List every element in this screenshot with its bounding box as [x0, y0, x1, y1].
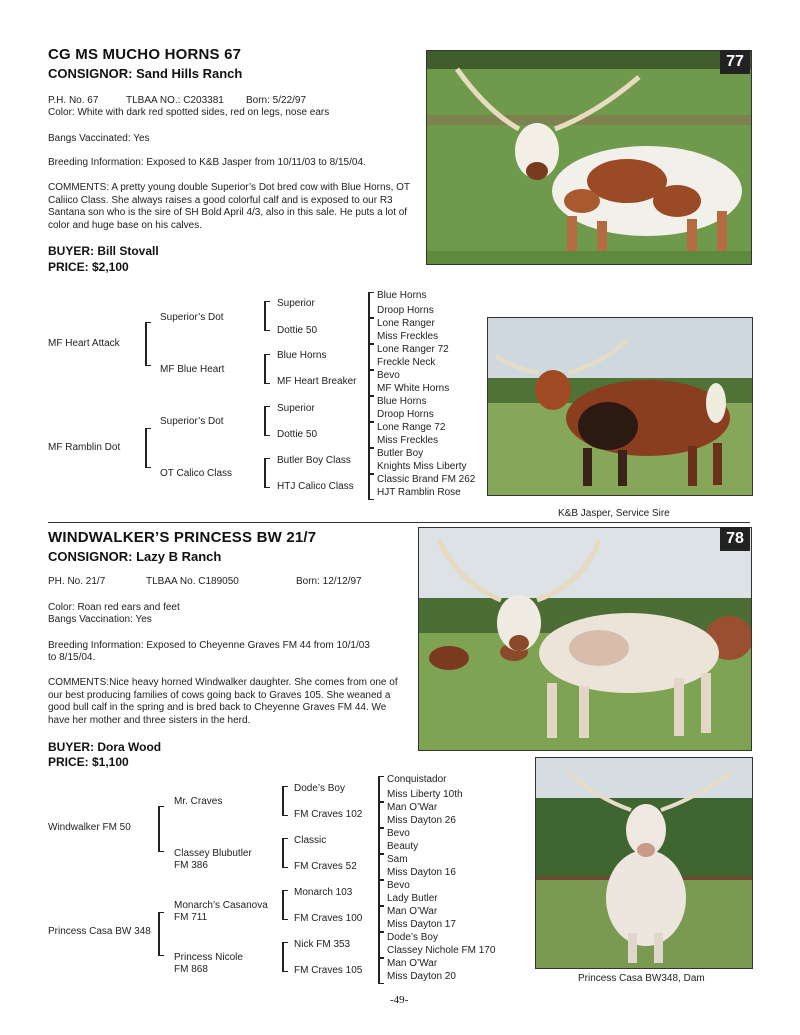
lot78-born: Born: 12/12/97 — [296, 576, 362, 587]
ped77-gen3-5: Superior — [277, 403, 315, 414]
ped78-gen3-3: Classic — [294, 835, 327, 846]
ped78-gen4-6: Beauty — [387, 841, 419, 852]
ped77-gen4-5: Lone Ranger 72 — [377, 344, 449, 355]
ped77-gen2-1: Superior’s Dot — [160, 312, 224, 323]
ped78-gen4-13: Dode’s Boy — [387, 932, 438, 943]
ped77-gen3-4: MF Heart Breaker — [277, 376, 357, 387]
ped78-gen4-3: Man O’War — [387, 802, 438, 813]
ped78-gen3-2: FM Craves 102 — [294, 809, 363, 820]
lot78-price: PRICE: $1,100 — [48, 755, 129, 769]
ped77-bracket-1 — [145, 322, 151, 366]
ped78-gen4-4: Miss Dayton 26 — [387, 815, 456, 826]
ped78-bracket-10 — [378, 854, 384, 880]
ped78-gen4-5: Bevo — [387, 828, 410, 839]
lot77-price: PRICE: $2,100 — [48, 260, 129, 274]
ped78-gen2-2a: Classey Blubutler — [174, 848, 252, 859]
ped77-gen4-1: Blue Horns — [377, 290, 427, 301]
ped78-bracket-12 — [378, 906, 384, 932]
ped77-gen3-1: Superior — [277, 298, 315, 309]
lot78-dam-photo — [535, 757, 753, 969]
ped77-gen2-4: OT Calico Class — [160, 468, 233, 479]
ped77-gen4-15: Classic Brand FM 262 — [377, 474, 476, 485]
ped77-gen3-6: Dottie 50 — [277, 429, 318, 440]
ped77-sire: MF Heart Attack — [48, 338, 120, 349]
lot77-ph-no: P.H. No. 67 — [48, 95, 99, 106]
lot77-comments: COMMENTS: A pretty young double Superior’s Dot bred cow with Blue Horns, OT Caliico Class. She always raises a good colorful calf and is exposed to our R3 Santana son who is the sire of SH Bold April 4/3, also in this sale. He puts a lot of color and huge base on his calves. — [48, 182, 410, 231]
ped77-bracket-7 — [368, 292, 374, 318]
ped78-bracket-13 — [378, 932, 384, 958]
lot77-number-badge: 77 — [720, 50, 750, 74]
lot77-breeding: Breeding Information: Exposed to K&B Jasper from 10/11/03 to 8/15/04. — [48, 157, 366, 168]
ped78-bracket-1 — [158, 806, 164, 852]
page-number: -49- — [390, 994, 409, 1006]
ped78-bracket-3 — [282, 786, 288, 816]
ped78-dam: Princess Casa BW 348 — [48, 926, 151, 937]
ped77-gen3-2: Dottie 50 — [277, 325, 318, 336]
ped77-gen4-11: Lone Range 72 — [377, 422, 446, 433]
ped77-dam: MF Ramblin Dot — [48, 442, 121, 453]
ped78-gen3-5: Monarch 103 — [294, 887, 353, 898]
ped77-gen4-9: Blue Horns — [377, 396, 427, 407]
section-divider — [48, 522, 750, 523]
ped78-gen3-1: Dode’s Boy — [294, 783, 345, 794]
ped78-gen2-1: Mr. Craves — [174, 796, 223, 807]
ped78-gen3-7: Nick FM 353 — [294, 939, 351, 950]
lot77-color: Color: White with dark red spotted sides, red on legs, nose ears — [48, 107, 330, 118]
ped78-gen3-4: FM Craves 52 — [294, 861, 357, 872]
ped77-gen2-3: Superior’s Dot — [160, 416, 224, 427]
ped77-gen4-7: Bevo — [377, 370, 400, 381]
ped78-bracket-4 — [282, 838, 288, 868]
lot77-sire-caption: K&B Jasper, Service Sire — [558, 508, 670, 519]
ped78-bracket-2 — [158, 912, 164, 956]
ped78-gen2-3a: Monarch’s Casanova — [174, 900, 268, 911]
ped77-bracket-8 — [368, 318, 374, 344]
ped78-gen4-7: Sam — [387, 854, 408, 865]
ped78-bracket-5 — [282, 890, 288, 920]
lot78-title: WINDWALKER’S PRINCESS BW 21/7 — [48, 529, 317, 546]
ped77-gen3-8: HTJ Calico Class — [277, 481, 354, 492]
ped77-gen4-12: Miss Freckles — [377, 435, 439, 446]
ped77-bracket-10 — [368, 370, 374, 396]
lot78-breeding-2: to 8/15/04. — [48, 652, 96, 663]
ped78-bracket-14 — [378, 958, 384, 984]
ped78-gen4-1: Conquistador — [387, 774, 447, 785]
ped78-gen2-4b: FM 868 — [174, 964, 208, 975]
ped77-gen4-8: MF White Horns — [377, 383, 450, 394]
ped78-gen3-6: FM Craves 100 — [294, 913, 363, 924]
ped77-bracket-13 — [368, 448, 374, 474]
ped78-gen4-9: Bevo — [387, 880, 410, 891]
lot77-bangs: Bangs Vaccinated: Yes — [48, 133, 150, 144]
ped77-gen4-16: HJT Ramblin Rose — [377, 487, 461, 498]
ped78-bracket-9 — [378, 828, 384, 854]
lot77-consignor: CONSIGNOR: Sand Hills Ranch — [48, 66, 243, 81]
lot78-cow-photo — [418, 527, 752, 751]
ped77-gen3-7: Butler Boy Class — [277, 455, 351, 466]
ped78-gen4-8: Miss Dayton 16 — [387, 867, 456, 878]
lot77-cow-photo — [426, 50, 752, 265]
lot77-tlbaa: TLBAA NO.: C203381 — [126, 95, 224, 106]
ped78-gen2-2b: FM 386 — [174, 860, 208, 871]
lot78-tlbaa: TLBAA No. C189050 — [146, 576, 239, 587]
ped77-gen4-10: Droop Horns — [377, 409, 434, 420]
ped78-bracket-7 — [378, 776, 384, 802]
lot77-born: Born: 5/22/97 — [246, 95, 307, 106]
ped77-bracket-14 — [368, 474, 374, 500]
ped77-gen4-14: Knights Miss Liberty — [377, 461, 467, 472]
ped77-bracket-2 — [145, 428, 151, 468]
ped78-gen2-4a: Princess Nicole — [174, 952, 243, 963]
lot78-buyer: BUYER: Dora Wood — [48, 740, 162, 754]
ped77-bracket-3 — [264, 301, 270, 331]
lot78-breeding-1: Breeding Information: Exposed to Cheyenne Graves FM 44 from 10/1/03 — [48, 640, 370, 651]
ped78-bracket-11 — [378, 880, 384, 906]
ped77-bracket-6 — [264, 458, 270, 488]
ped77-gen4-2: Droop Horns — [377, 305, 434, 316]
lot78-dam-caption: Princess Casa BW348, Dam — [578, 973, 705, 984]
ped77-bracket-11 — [368, 396, 374, 422]
lot78-color: Color: Roan red ears and feet — [48, 602, 180, 613]
lot77-sire-photo — [487, 317, 753, 496]
ped77-bracket-4 — [264, 354, 270, 384]
ped77-bracket-5 — [264, 406, 270, 436]
lot78-number-badge: 78 — [720, 527, 750, 551]
ped77-gen4-4: Miss Freckles — [377, 331, 439, 342]
ped77-gen4-13: Butler Boy — [377, 448, 424, 459]
lot77-buyer: BUYER: Bill Stovall — [48, 244, 159, 258]
lot77-title: CG MS MUCHO HORNS 67 — [48, 46, 242, 63]
ped78-sire: Windwalker FM 50 — [48, 822, 131, 833]
lot78-ph-no: PH. No. 21/7 — [48, 576, 106, 587]
ped78-gen4-12: Miss Dayton 17 — [387, 919, 456, 930]
lot78-consignor: CONSIGNOR: Lazy B Ranch — [48, 549, 222, 564]
ped78-gen4-10: Lady Butler — [387, 893, 438, 904]
ped77-bracket-12 — [368, 422, 374, 448]
lot78-comments: COMMENTS:Nice heavy horned Windwalker daughter. She comes from one of our best producing families of cows going back to Graves 105. She weaned a good bull calf in the spring and is bred back to Cheyenne Graves FM 44. We have her mother and three sisters in the herd. — [48, 677, 398, 726]
ped77-bracket-9 — [368, 344, 374, 370]
ped77-gen2-2: MF Blue Heart — [160, 364, 225, 375]
ped78-gen4-15: Man O’War — [387, 958, 438, 969]
ped77-gen4-3: Lone Ranger — [377, 318, 435, 329]
ped78-gen4-11: Man O’War — [387, 906, 438, 917]
ped78-gen4-2: Miss Liberty 10th — [387, 789, 463, 800]
ped77-gen4-6: Freckle Neck — [377, 357, 436, 368]
ped78-gen4-14: Classey Nichole FM 170 — [387, 945, 496, 956]
ped78-bracket-6 — [282, 942, 288, 972]
ped78-gen3-8: FM Craves 105 — [294, 965, 363, 976]
ped78-gen4-16: Miss Dayton 20 — [387, 971, 456, 982]
ped77-gen3-3: Blue Horns — [277, 350, 327, 361]
lot78-bangs: Bangs Vaccination: Yes — [48, 614, 152, 625]
ped78-bracket-8 — [378, 802, 384, 828]
ped78-gen2-3b: FM 711 — [174, 912, 208, 923]
